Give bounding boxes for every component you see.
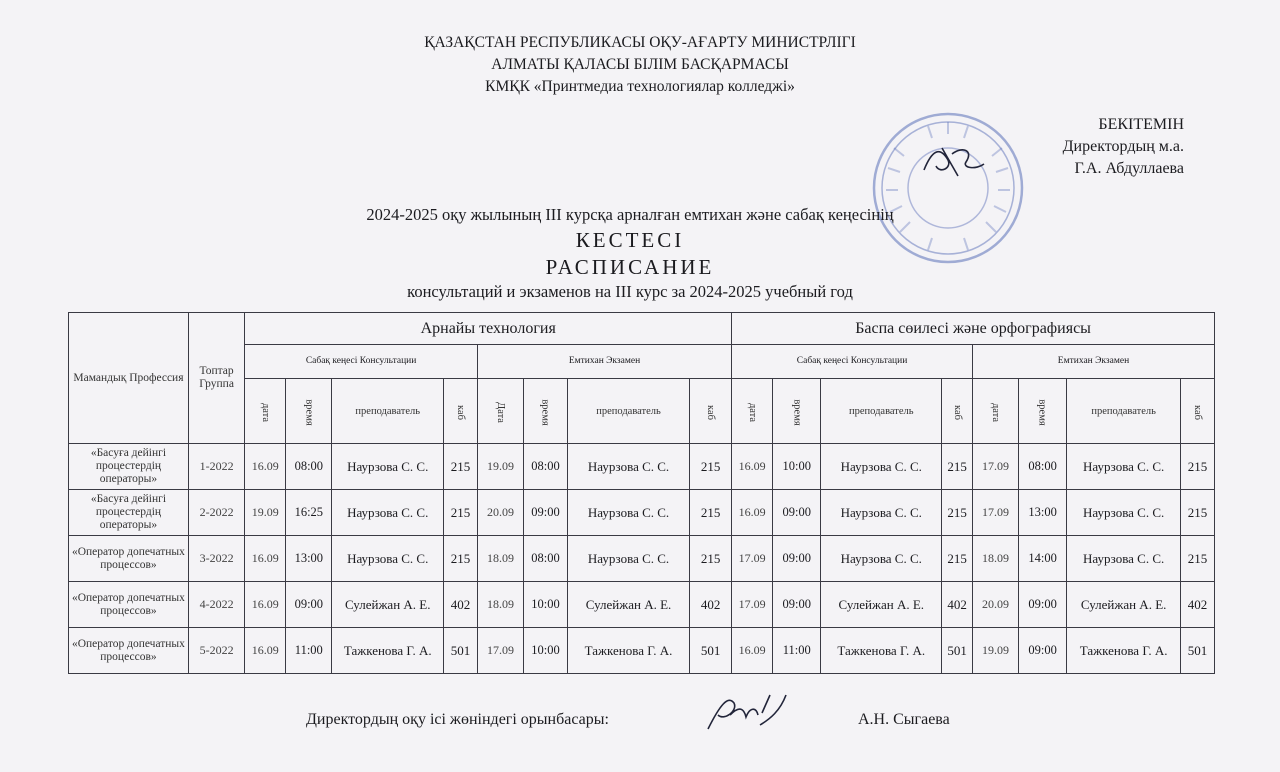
- header-date: дата: [732, 379, 773, 444]
- cell-group: 5-2022: [188, 628, 244, 674]
- cell-group: 2-2022: [188, 490, 244, 536]
- cell-teacher: Наурзова С. С.: [332, 444, 444, 490]
- cell-time: 09:00: [773, 536, 821, 582]
- cell-date: 18.09: [477, 536, 523, 582]
- cell-date: 20.09: [477, 490, 523, 536]
- title-kazakh: 2024-2025 оқу жылының III курсқа арналған емтихан және сабақ кеңесінің: [366, 205, 894, 224]
- cell-date: 18.09: [972, 536, 1018, 582]
- cell-date: 19.09: [477, 444, 523, 490]
- header-exam-2: Емтихан Экзамен: [972, 345, 1214, 379]
- cell-kab: 501: [444, 628, 478, 674]
- cell-teacher: Наурзова С. С.: [568, 536, 690, 582]
- header-time: время: [773, 379, 821, 444]
- cell-time: 13:00: [1019, 490, 1067, 536]
- deputy-signature: [700, 685, 790, 737]
- table-row: [69, 628, 1215, 674]
- cell-teacher: Наурзова С. С.: [1067, 444, 1181, 490]
- cell-time: 11:00: [773, 628, 821, 674]
- cell-kab: 402: [1181, 582, 1215, 628]
- cell-teacher: Наурзова С. С.: [332, 490, 444, 536]
- cell-time: 10:00: [773, 444, 821, 490]
- cell-date: 17.09: [972, 490, 1018, 536]
- approval-block: [1063, 114, 1184, 180]
- cell-kab: 501: [942, 628, 973, 674]
- header-date: дата: [972, 379, 1018, 444]
- ministry-name: ҚАЗАҚСТАН РЕСПУБЛИКАСЫ ОҚУ-АҒАРТУ МИНИСТРЛІГІ: [424, 34, 856, 51]
- cell-time: 09:00: [524, 490, 568, 536]
- cell-kab: 215: [942, 444, 973, 490]
- header-time: время: [1019, 379, 1067, 444]
- cell-kab: 215: [690, 444, 732, 490]
- cell-kab: 215: [1181, 536, 1215, 582]
- director-signature: [918, 140, 990, 184]
- cell-profession: «Басуға дейінгі процестердің операторы»: [69, 490, 189, 536]
- cell-teacher: Сулейжан А. Е.: [332, 582, 444, 628]
- header-teacher: преподаватель: [821, 379, 942, 444]
- header-kab: каб: [1181, 379, 1215, 444]
- cell-kab: 402: [942, 582, 973, 628]
- title-kestesi: КЕСТЕСІ: [575, 228, 685, 252]
- cell-time: 14:00: [1019, 536, 1067, 582]
- cell-time: 08:00: [524, 444, 568, 490]
- cell-date: 18.09: [477, 582, 523, 628]
- cell-date: 16.09: [245, 628, 286, 674]
- cell-teacher: Тажкенова Г. А.: [332, 628, 444, 674]
- header-kab: каб: [690, 379, 732, 444]
- cell-time: 08:00: [1019, 444, 1067, 490]
- header-kab: каб: [444, 379, 478, 444]
- deputy-name: А.Н. Сыгаева: [858, 711, 950, 728]
- header-consult-2: Сабақ кеңесі Консультации: [732, 345, 973, 379]
- table-row: [69, 536, 1215, 582]
- cell-time: 08:00: [524, 536, 568, 582]
- cell-kab: 402: [444, 582, 478, 628]
- cell-date: 16.09: [245, 444, 286, 490]
- header-teacher: преподаватель: [332, 379, 444, 444]
- schedule-table: [68, 312, 1215, 674]
- cell-time: 13:00: [286, 536, 332, 582]
- cell-date: 16.09: [732, 444, 773, 490]
- cell-date: 20.09: [972, 582, 1018, 628]
- cell-teacher: Наурзова С. С.: [568, 444, 690, 490]
- cell-time: 09:00: [773, 582, 821, 628]
- cell-teacher: Наурзова С. С.: [821, 490, 942, 536]
- cell-date: 16.09: [245, 582, 286, 628]
- header-kab: каб: [942, 379, 973, 444]
- cell-time: 10:00: [524, 628, 568, 674]
- cell-teacher: Тажкенова Г. А.: [1067, 628, 1181, 674]
- cell-date: 17.09: [732, 536, 773, 582]
- cell-time: 09:00: [773, 490, 821, 536]
- cell-teacher: Наурзова С. С.: [1067, 536, 1181, 582]
- cell-date: 19.09: [972, 628, 1018, 674]
- cell-teacher: Наурзова С. С.: [821, 536, 942, 582]
- cell-date: 17.09: [477, 628, 523, 674]
- table-row: [69, 582, 1215, 628]
- cell-teacher: Сулейжан А. Е.: [568, 582, 690, 628]
- cell-date: 16.09: [732, 490, 773, 536]
- cell-date: 17.09: [732, 582, 773, 628]
- cell-teacher: Наурзова С. С.: [568, 490, 690, 536]
- cell-group: 1-2022: [188, 444, 244, 490]
- cell-date: 19.09: [245, 490, 286, 536]
- cell-time: 11:00: [286, 628, 332, 674]
- cell-time: 09:00: [1019, 582, 1067, 628]
- header-exam-1: Емтихан Экзамен: [477, 345, 731, 379]
- cell-kab: 215: [1181, 444, 1215, 490]
- header-subject-2: Баспа сөилесі және орфографиясы: [732, 313, 1215, 345]
- table-row: [69, 490, 1215, 536]
- cell-teacher: Наурзова С. С.: [1067, 490, 1181, 536]
- header-teacher: преподаватель: [1067, 379, 1181, 444]
- header-subject-1: Арнайы технология: [245, 313, 732, 345]
- approval-position: Директордың м.а.: [1062, 138, 1184, 155]
- cell-time: 09:00: [286, 582, 332, 628]
- deputy-position: Директордың оқу ісі жөніндегі орынбасары:: [306, 711, 609, 728]
- cell-kab: 215: [942, 536, 973, 582]
- cell-kab: 215: [690, 536, 732, 582]
- header-date: дата: [245, 379, 286, 444]
- header-group: Топтар Группа: [188, 313, 244, 444]
- header-profession: Мамандық Профессия: [69, 313, 189, 444]
- cell-kab: 215: [444, 536, 478, 582]
- header-consult-1: Сабақ кеңесі Консультации: [245, 345, 478, 379]
- cell-time: 16:25: [286, 490, 332, 536]
- cell-teacher: Наурзова С. С.: [821, 444, 942, 490]
- department-name: АЛМАТЫ ҚАЛАСЫ БІЛІМ БАСҚАРМАСЫ: [491, 56, 789, 73]
- header-teacher: преподаватель: [568, 379, 690, 444]
- college-name: КМҚК «Принтмедиа технологиялар колледжі»: [485, 78, 795, 95]
- title-russian: консультаций и экзаменов на III курс за 2024-2025 учебный год: [407, 282, 853, 301]
- cell-teacher: Тажкенова Г. А.: [821, 628, 942, 674]
- cell-kab: 501: [690, 628, 732, 674]
- cell-kab: 215: [444, 444, 478, 490]
- cell-date: 17.09: [972, 444, 1018, 490]
- approval-name: Г.А. Абдуллаева: [1074, 160, 1184, 177]
- cell-group: 3-2022: [188, 536, 244, 582]
- cell-time: 10:00: [524, 582, 568, 628]
- cell-profession: «Басуға дейінгі процестердің операторы»: [69, 444, 189, 490]
- cell-teacher: Сулейжан А. Е.: [821, 582, 942, 628]
- title-raspisanie: РАСПИСАНИЕ: [545, 255, 715, 279]
- cell-kab: 215: [1181, 490, 1215, 536]
- cell-kab: 215: [942, 490, 973, 536]
- header-time: время: [524, 379, 568, 444]
- cell-kab: 402: [690, 582, 732, 628]
- cell-date: 16.09: [245, 536, 286, 582]
- header-time: время: [286, 379, 332, 444]
- cell-time: 09:00: [1019, 628, 1067, 674]
- cell-teacher: Наурзова С. С.: [332, 536, 444, 582]
- cell-time: 08:00: [286, 444, 332, 490]
- cell-kab: 501: [1181, 628, 1215, 674]
- approval-heading: БЕКІТЕМІН: [1098, 116, 1184, 133]
- cell-profession: «Оператор допечатных процессов»: [69, 536, 189, 582]
- cell-profession: «Оператор допечатных процессов»: [69, 582, 189, 628]
- table-row: [69, 444, 1215, 490]
- cell-profession: «Оператор допечатных процессов»: [69, 628, 189, 674]
- cell-group: 4-2022: [188, 582, 244, 628]
- header-date: Дата: [477, 379, 523, 444]
- cell-teacher: Тажкенова Г. А.: [568, 628, 690, 674]
- cell-kab: 215: [690, 490, 732, 536]
- cell-kab: 215: [444, 490, 478, 536]
- cell-date: 16.09: [732, 628, 773, 674]
- cell-teacher: Сулейжан А. Е.: [1067, 582, 1181, 628]
